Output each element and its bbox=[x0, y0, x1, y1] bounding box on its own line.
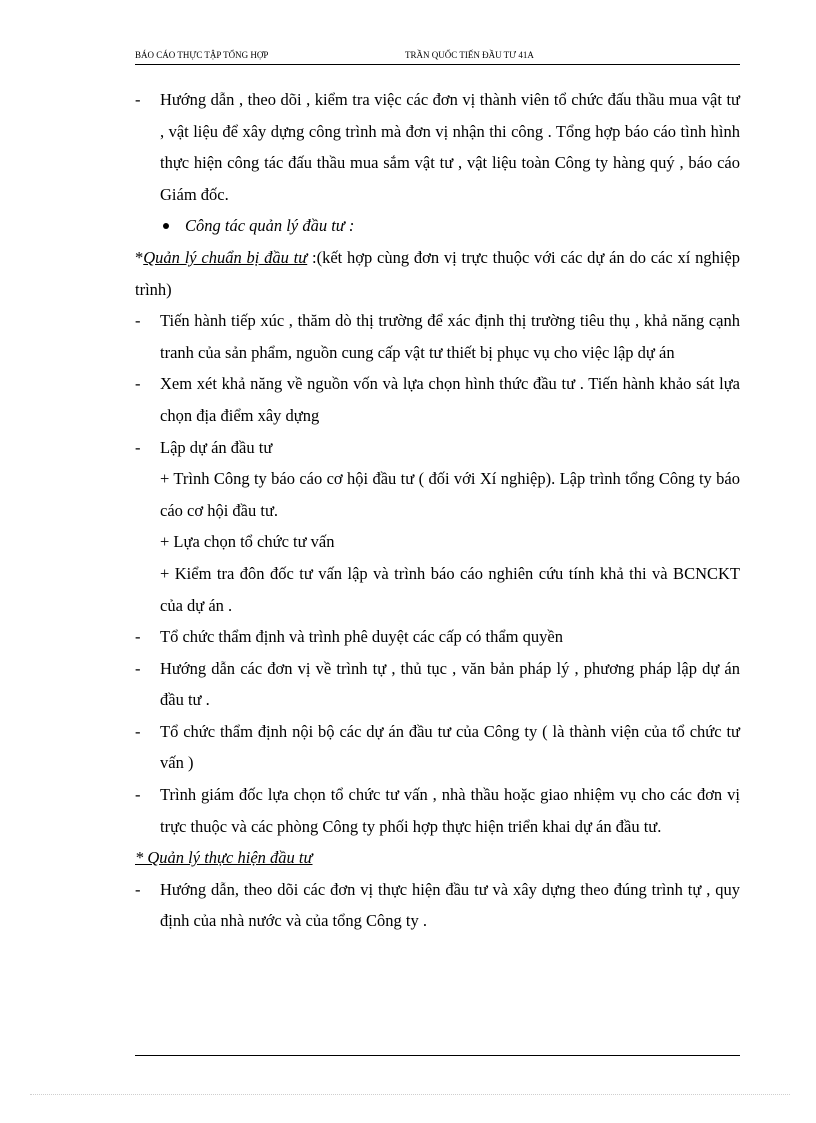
item-text: Hướng dẫn các đơn vị về trình tự , thủ tục , văn bản pháp lý , phương pháp lập dự án đầu tư . bbox=[160, 658, 740, 710]
item-text: Tổ chức thẩm định và trình phê duyệt các cấp có thẩm quyền bbox=[160, 627, 563, 647]
item-text: Xem xét khả năng về nguồn vốn và lựa chọn hình thức đầu tư . Tiến hành khảo sát lựa chọn địa điểm xây dựng bbox=[160, 374, 740, 425]
bullet-heading-text: Công tác quản lý đầu tư : bbox=[185, 216, 355, 236]
bullet-heading bbox=[135, 210, 740, 242]
dash-marker: - bbox=[135, 437, 141, 457]
footer-rule bbox=[135, 1055, 740, 1056]
list-item bbox=[135, 779, 740, 842]
list-item bbox=[135, 305, 740, 368]
bullet-dot-icon bbox=[163, 223, 169, 229]
page-header bbox=[135, 50, 740, 65]
section-star: * bbox=[135, 247, 144, 267]
list-item bbox=[135, 368, 740, 431]
item-text: Trình giám đốc lựa chọn tổ chức tư vấn , nhà thầu hoặc giao nhiệm vụ cho các đơn vị trực thuộc và các phòng Công ty phối hợp thực hiện triển khai dự án đầu tư. bbox=[160, 785, 740, 836]
section-note: :(kết hợp cùng đơn vị trực thuộc với các dự án do các xí nghiệp trình) bbox=[135, 247, 740, 299]
section-heading-preparation bbox=[135, 242, 740, 305]
list-item bbox=[135, 84, 740, 210]
header-author: TRẦN QUỐC TIẾN ĐẦU TƯ 41A bbox=[405, 50, 534, 60]
dash-marker: - bbox=[135, 879, 141, 899]
item-text: Tổ chức thẩm định nội bộ các dự án đầu tư của Công ty ( là thành viện của tổ chức tư vấn ) bbox=[160, 721, 740, 773]
item-text: Lập dự án đầu tư bbox=[160, 437, 273, 457]
item-text: Tiến hành tiếp xúc , thăm dò thị trường để xác định thị trường tiêu thụ , khả năng cạnh tranh của sản phẩm, nguồn cung cấp vật tư thiết bị phục vụ cho việc lập dự án bbox=[160, 311, 740, 362]
list-item bbox=[135, 716, 740, 779]
item-text: Hướng dẫn , theo dõi , kiểm tra việc các đơn vị thành viên tổ chức đấu thầu mua vật tư , vật liệu để xây dựng công trình mà đơn vị nhận thi công . Tổng hợp báo cáo tình hình thực hiện công tác đấu thầu mua sắm vật tư , vật liệu toàn Công ty hàng quý , báo cáo Giám đốc. bbox=[160, 90, 740, 204]
dash-marker: - bbox=[135, 721, 141, 741]
section-heading-implementation: * Quản lý thực hiện đầu tư bbox=[135, 848, 313, 868]
page-edge-divider bbox=[30, 1094, 790, 1095]
list-item bbox=[135, 621, 740, 653]
item-text: Hướng dẫn, theo dõi các đơn vị thực hiện đầu tư và xây dựng theo đúng trình tự , quy định của nhà nước và của tổng Công ty . bbox=[160, 879, 740, 931]
list-item bbox=[135, 432, 740, 464]
dash-marker: - bbox=[135, 90, 141, 109]
document-body bbox=[135, 84, 740, 937]
header-report-title: BÁO CÁO THỰC TẬP TỔNG HỢP bbox=[135, 50, 269, 60]
dash-marker: - bbox=[135, 374, 141, 394]
dash-marker: - bbox=[135, 627, 141, 647]
list-item bbox=[135, 653, 740, 716]
dash-marker: - bbox=[135, 311, 141, 331]
sub-item: + Trình Công ty báo cáo cơ hội đầu tư ( đối với Xí nghiệp). Lập trình tổng Công ty báo cáo cơ hội đầu tư. bbox=[160, 469, 740, 520]
sub-item: + Kiểm tra đôn đốc tư vấn lập và trình báo cáo nghiên cứu tính khả thi và BCNCKT của dự án . bbox=[160, 563, 740, 615]
list-item bbox=[135, 874, 740, 937]
sub-item: + Lựa chọn tổ chức tư vấn bbox=[160, 532, 335, 552]
section-title: Quản lý chuẩn bị đầu tư bbox=[143, 247, 308, 267]
dash-marker: - bbox=[135, 658, 141, 678]
dash-marker: - bbox=[135, 785, 141, 805]
